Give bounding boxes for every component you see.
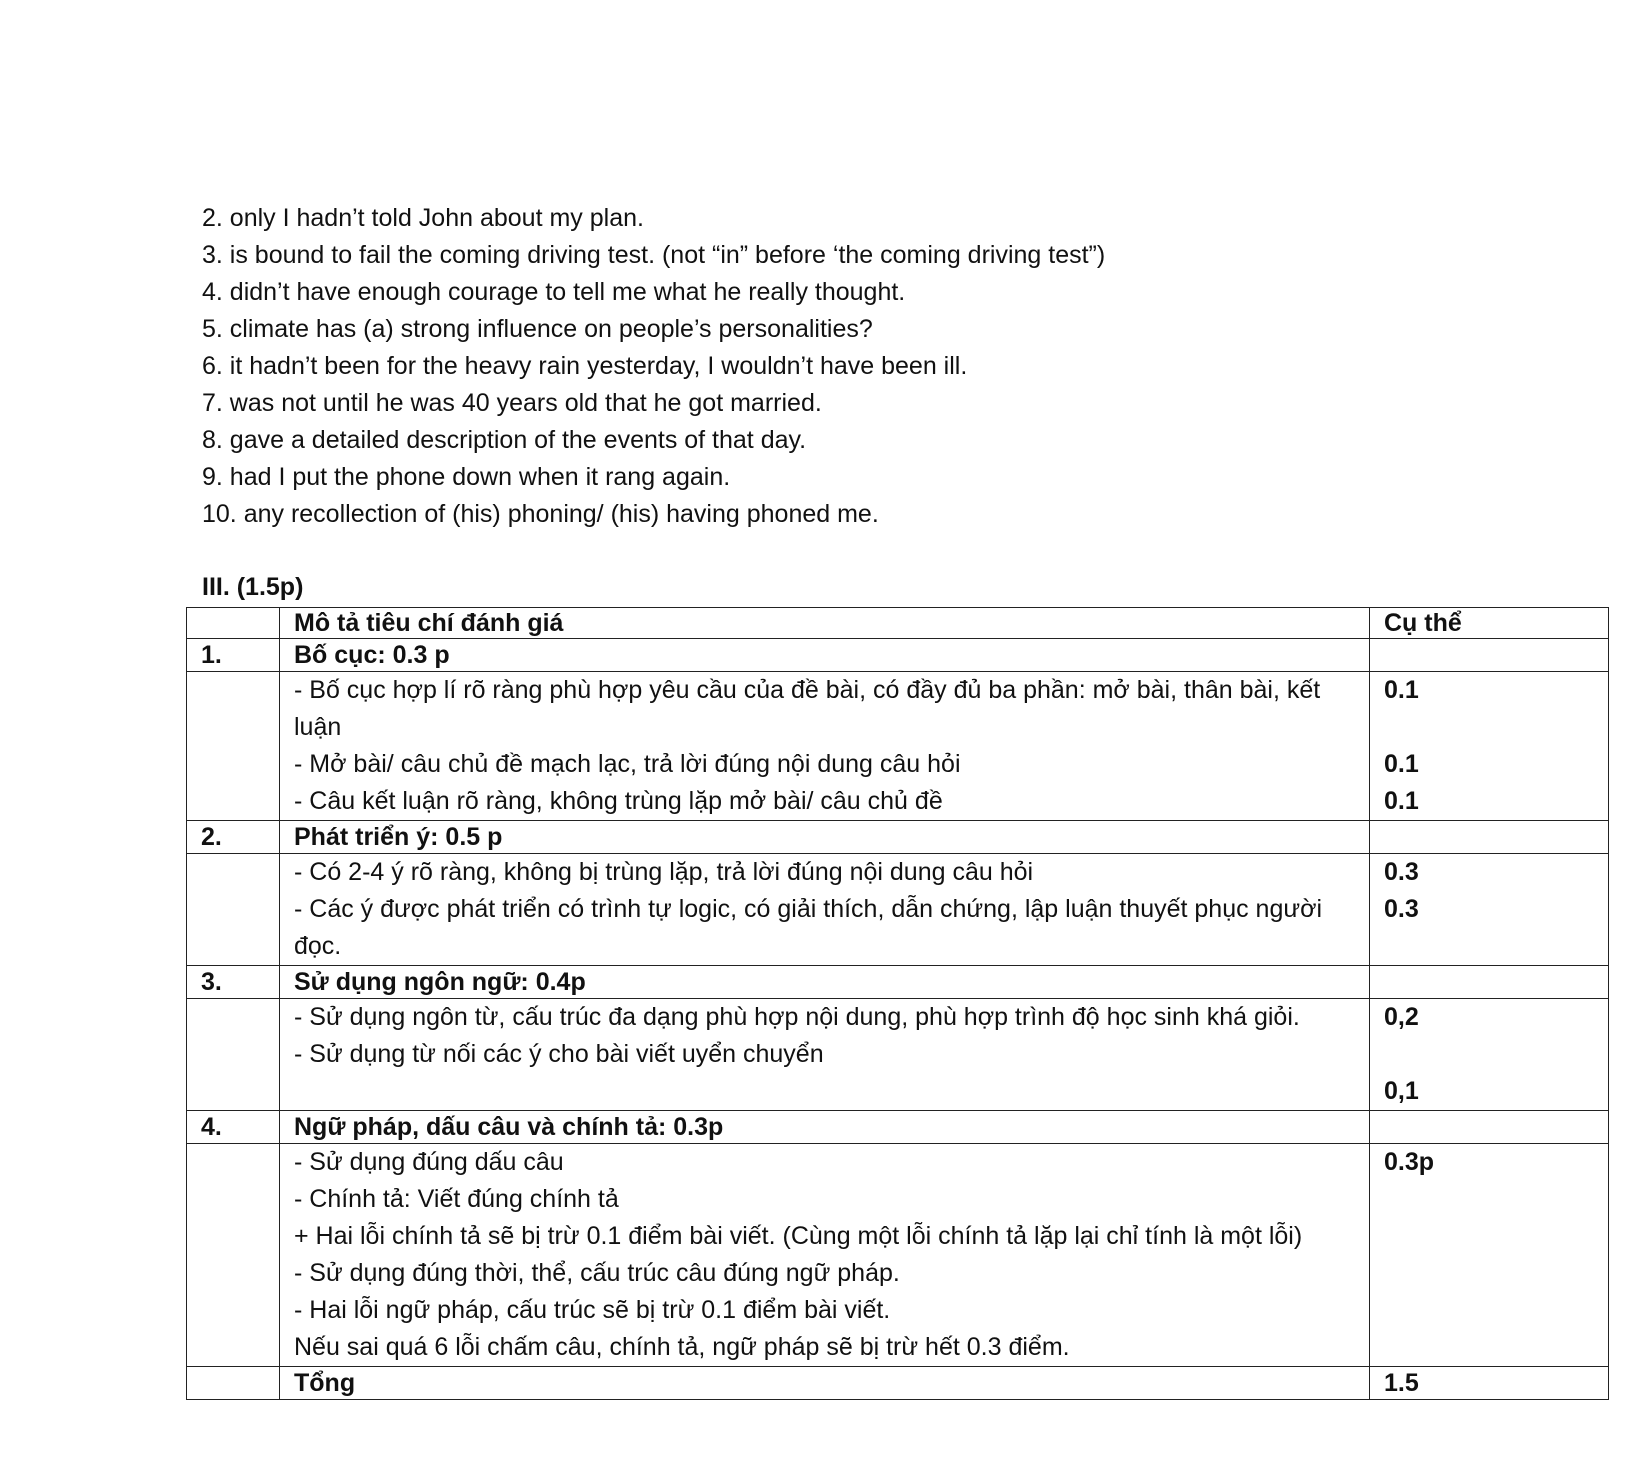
criteria-item: - Sử dụng đúng thời, thể, cấu trúc câu đúng ngữ pháp. <box>294 1259 900 1287</box>
table-row <box>187 821 1609 854</box>
table-row <box>187 1144 1609 1367</box>
section-number: 4. <box>187 1111 280 1144</box>
answer-item: 2. only I hadn’t told John about my plan. <box>202 204 644 232</box>
total-label: Tổng <box>280 1367 1370 1400</box>
header-score: Cụ thể <box>1370 608 1609 639</box>
answer-list <box>202 200 1582 533</box>
score-value: 0.3 <box>1384 858 1419 886</box>
criteria-item: - Câu kết luận rõ ràng, không trùng lặp mở bài/ câu chủ đề <box>294 787 943 815</box>
score-cell <box>1370 854 1609 966</box>
answer-item: 10. any recollection of (his) phoning/ (his) having phoned me. <box>202 500 879 528</box>
empty-cell <box>187 999 280 1111</box>
empty-cell <box>187 854 280 966</box>
table-row <box>187 854 1609 966</box>
answer-item: 8. gave a detailed description of the events of that day. <box>202 426 807 454</box>
criteria-cell <box>280 854 1370 966</box>
rubric-table <box>186 607 1609 1400</box>
answer-item: 7. was not until he was 40 years old that he got married. <box>202 389 822 417</box>
score-value: 0,1 <box>1384 1077 1419 1105</box>
criteria-cell <box>280 999 1370 1111</box>
criteria-item: - Sử dụng từ nối các ý cho bài viết uyển chuyển <box>294 1040 824 1068</box>
section-heading: Phát triển ý: 0.5 p <box>280 821 1370 854</box>
section-number: 2. <box>187 821 280 854</box>
criteria-item: - Chính tả: Viết đúng chính tả <box>294 1185 619 1213</box>
answer-item: 6. it hadn’t been for the heavy rain yesterday, I wouldn’t have been ill. <box>202 352 968 380</box>
table-row <box>187 966 1609 999</box>
answer-item: 9. had I put the phone down when it rang again. <box>202 463 731 491</box>
section-score <box>1370 821 1609 854</box>
criteria-item: - Mở bài/ câu chủ đề mạch lạc, trả lời đúng nội dung câu hỏi <box>294 750 961 778</box>
table-row <box>187 1111 1609 1144</box>
header-num <box>187 608 280 639</box>
total-row <box>187 1367 1609 1400</box>
criteria-cell <box>280 672 1370 821</box>
answer-item: 5. climate has (a) strong influence on people’s personalities? <box>202 315 873 343</box>
total-score: 1.5 <box>1370 1367 1609 1400</box>
section-number: 1. <box>187 639 280 672</box>
score-value: 0.1 <box>1384 787 1419 815</box>
score-value: 0,2 <box>1384 1003 1419 1031</box>
answer-item: 3. is bound to fail the coming driving test. (not “in” before ‘the coming driving test”) <box>202 241 1106 269</box>
empty-cell <box>187 1367 280 1400</box>
criteria-item: - Bố cục hợp lí rõ ràng phù hợp yêu cầu của đề bài, có đầy đủ ba phần: mở bài, thân bài, kết luận <box>294 676 1321 741</box>
table-row <box>187 639 1609 672</box>
score-cell <box>1370 999 1609 1111</box>
criteria-item: - Hai lỗi ngữ pháp, cấu trúc sẽ bị trừ 0.1 điểm bài viết. <box>294 1296 891 1324</box>
answer-item: 4. didn’t have enough courage to tell me what he really thought. <box>202 278 906 306</box>
section-heading: Bố cục: 0.3 p <box>280 639 1370 672</box>
table-row <box>187 672 1609 821</box>
score-cell <box>1370 672 1609 821</box>
header-desc: Mô tả tiêu chí đánh giá <box>280 608 1370 639</box>
score-value: 0.1 <box>1384 676 1419 704</box>
criteria-item: - Có 2-4 ý rõ ràng, không bị trùng lặp, trả lời đúng nội dung câu hỏi <box>294 858 1034 886</box>
criteria-cell <box>280 1144 1370 1367</box>
score-value: 0.1 <box>1384 750 1419 778</box>
section-heading: Sử dụng ngôn ngữ: 0.4p <box>280 966 1370 999</box>
score-value: 0.3 <box>1384 895 1419 923</box>
section-heading: Ngữ pháp, dấu câu và chính tả: 0.3p <box>280 1111 1370 1144</box>
section-score <box>1370 966 1609 999</box>
score-value: 0.3p <box>1384 1148 1435 1176</box>
section-score <box>1370 1111 1609 1144</box>
table-row <box>187 999 1609 1111</box>
section-title: III. (1.5p) <box>202 573 304 601</box>
empty-cell <box>187 1144 280 1367</box>
criteria-item: + Hai lỗi chính tả sẽ bị trừ 0.1 điểm bài viết. (Cùng một lỗi chính tả lặp lại chỉ tính là một lỗi) <box>294 1222 1303 1250</box>
criteria-item: - Sử dụng ngôn từ, cấu trúc đa dạng phù hợp nội dung, phù hợp trình độ học sinh khá giỏi. <box>294 1003 1300 1031</box>
criteria-item: Nếu sai quá 6 lỗi chấm câu, chính tả, ngữ pháp sẽ bị trừ hết 0.3 điểm. <box>294 1333 1070 1361</box>
section-score <box>1370 639 1609 672</box>
criteria-item: - Sử dụng đúng dấu câu <box>294 1148 564 1176</box>
empty-cell <box>187 672 280 821</box>
table-header-row <box>187 608 1609 639</box>
section-number: 3. <box>187 966 280 999</box>
score-cell <box>1370 1144 1609 1367</box>
criteria-item: - Các ý được phát triển có trình tự logic, có giải thích, dẫn chứng, lập luận thuyết phục người đọc. <box>294 895 1323 960</box>
